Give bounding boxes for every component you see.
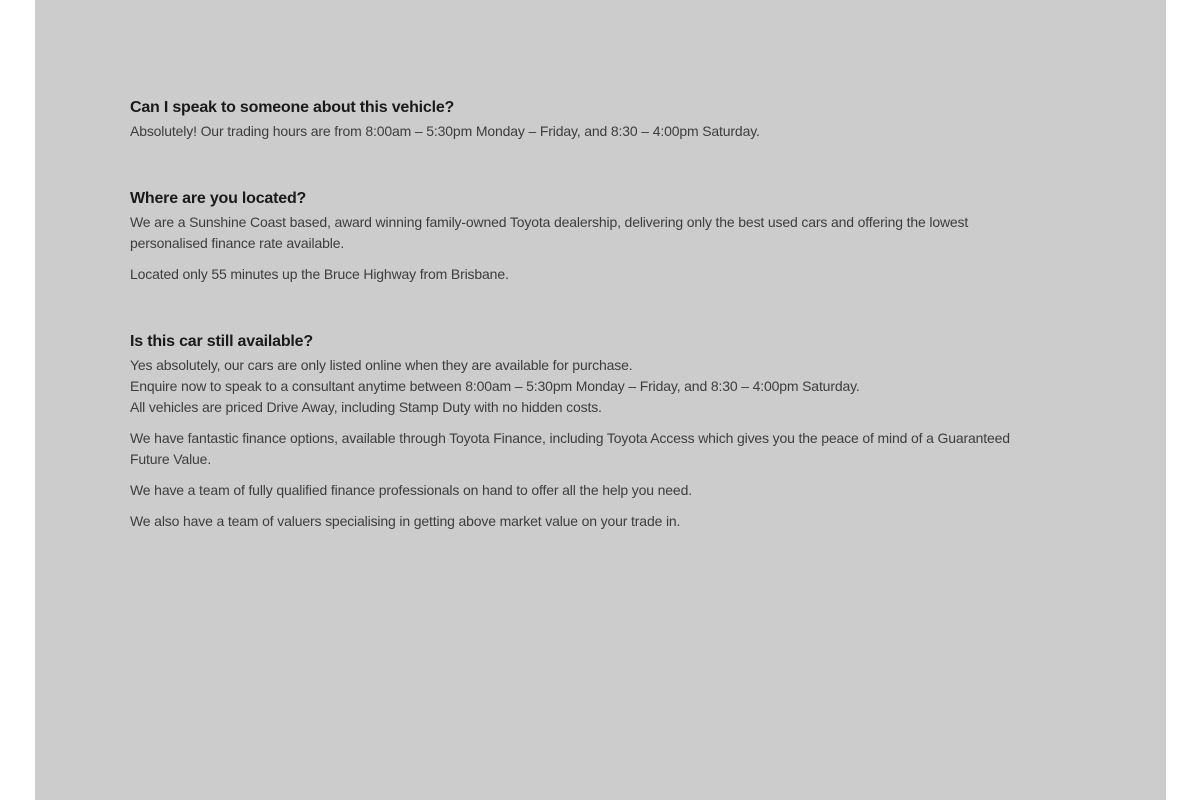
- faq-answer-paragraph: Located only 55 minutes up the Bruce Highway from Brisbane.: [130, 266, 509, 282]
- faq-answers: [130, 121, 1130, 142]
- faq-answers: [130, 355, 1130, 532]
- faq-answer-paragraph: We are a Sunshine Coast based, award winning family-owned Toyota dealership, delivering only the best used cars and offering the lowest personalised finance rate available.: [130, 214, 969, 251]
- faq-section: [130, 97, 1130, 142]
- faq-answer-paragraph: Yes absolutely, our cars are only listed online when they are available for purchase. Enquire now to speak to a consultant anytime between 8:00am – 5:30pm Monday – Friday, and 8:30 – 4:00pm Saturday. All vehicles are priced Drive Away, including Stamp Duty with no hidden costs.: [130, 357, 860, 415]
- faq-answers: [130, 212, 1130, 285]
- faq-answer-paragraph: We have a team of fully qualified finance professionals on hand to offer all the help you need.: [130, 482, 692, 498]
- faq-answer-paragraph: We also have a team of valuers specialising in getting above market value on your trade in.: [130, 513, 681, 529]
- faq-content: [130, 97, 1130, 532]
- faq-question: Can I speak to someone about this vehicle?: [130, 99, 455, 116]
- faq-section: [130, 188, 1130, 285]
- faq-image-panel: [35, 0, 1166, 800]
- faq-answer-paragraph: We have fantastic finance options, available through Toyota Finance, including Toyota Access which gives you the peace of mind of a Guaranteed Future Value.: [130, 430, 1010, 467]
- faq-section: [130, 331, 1130, 532]
- faq-question: Where are you located?: [130, 190, 307, 207]
- faq-answer-paragraph: Absolutely! Our trading hours are from 8:00am – 5:30pm Monday – Friday, and 8:30 – 4:00pm Saturday.: [130, 123, 760, 139]
- faq-question: Is this car still available?: [130, 333, 313, 350]
